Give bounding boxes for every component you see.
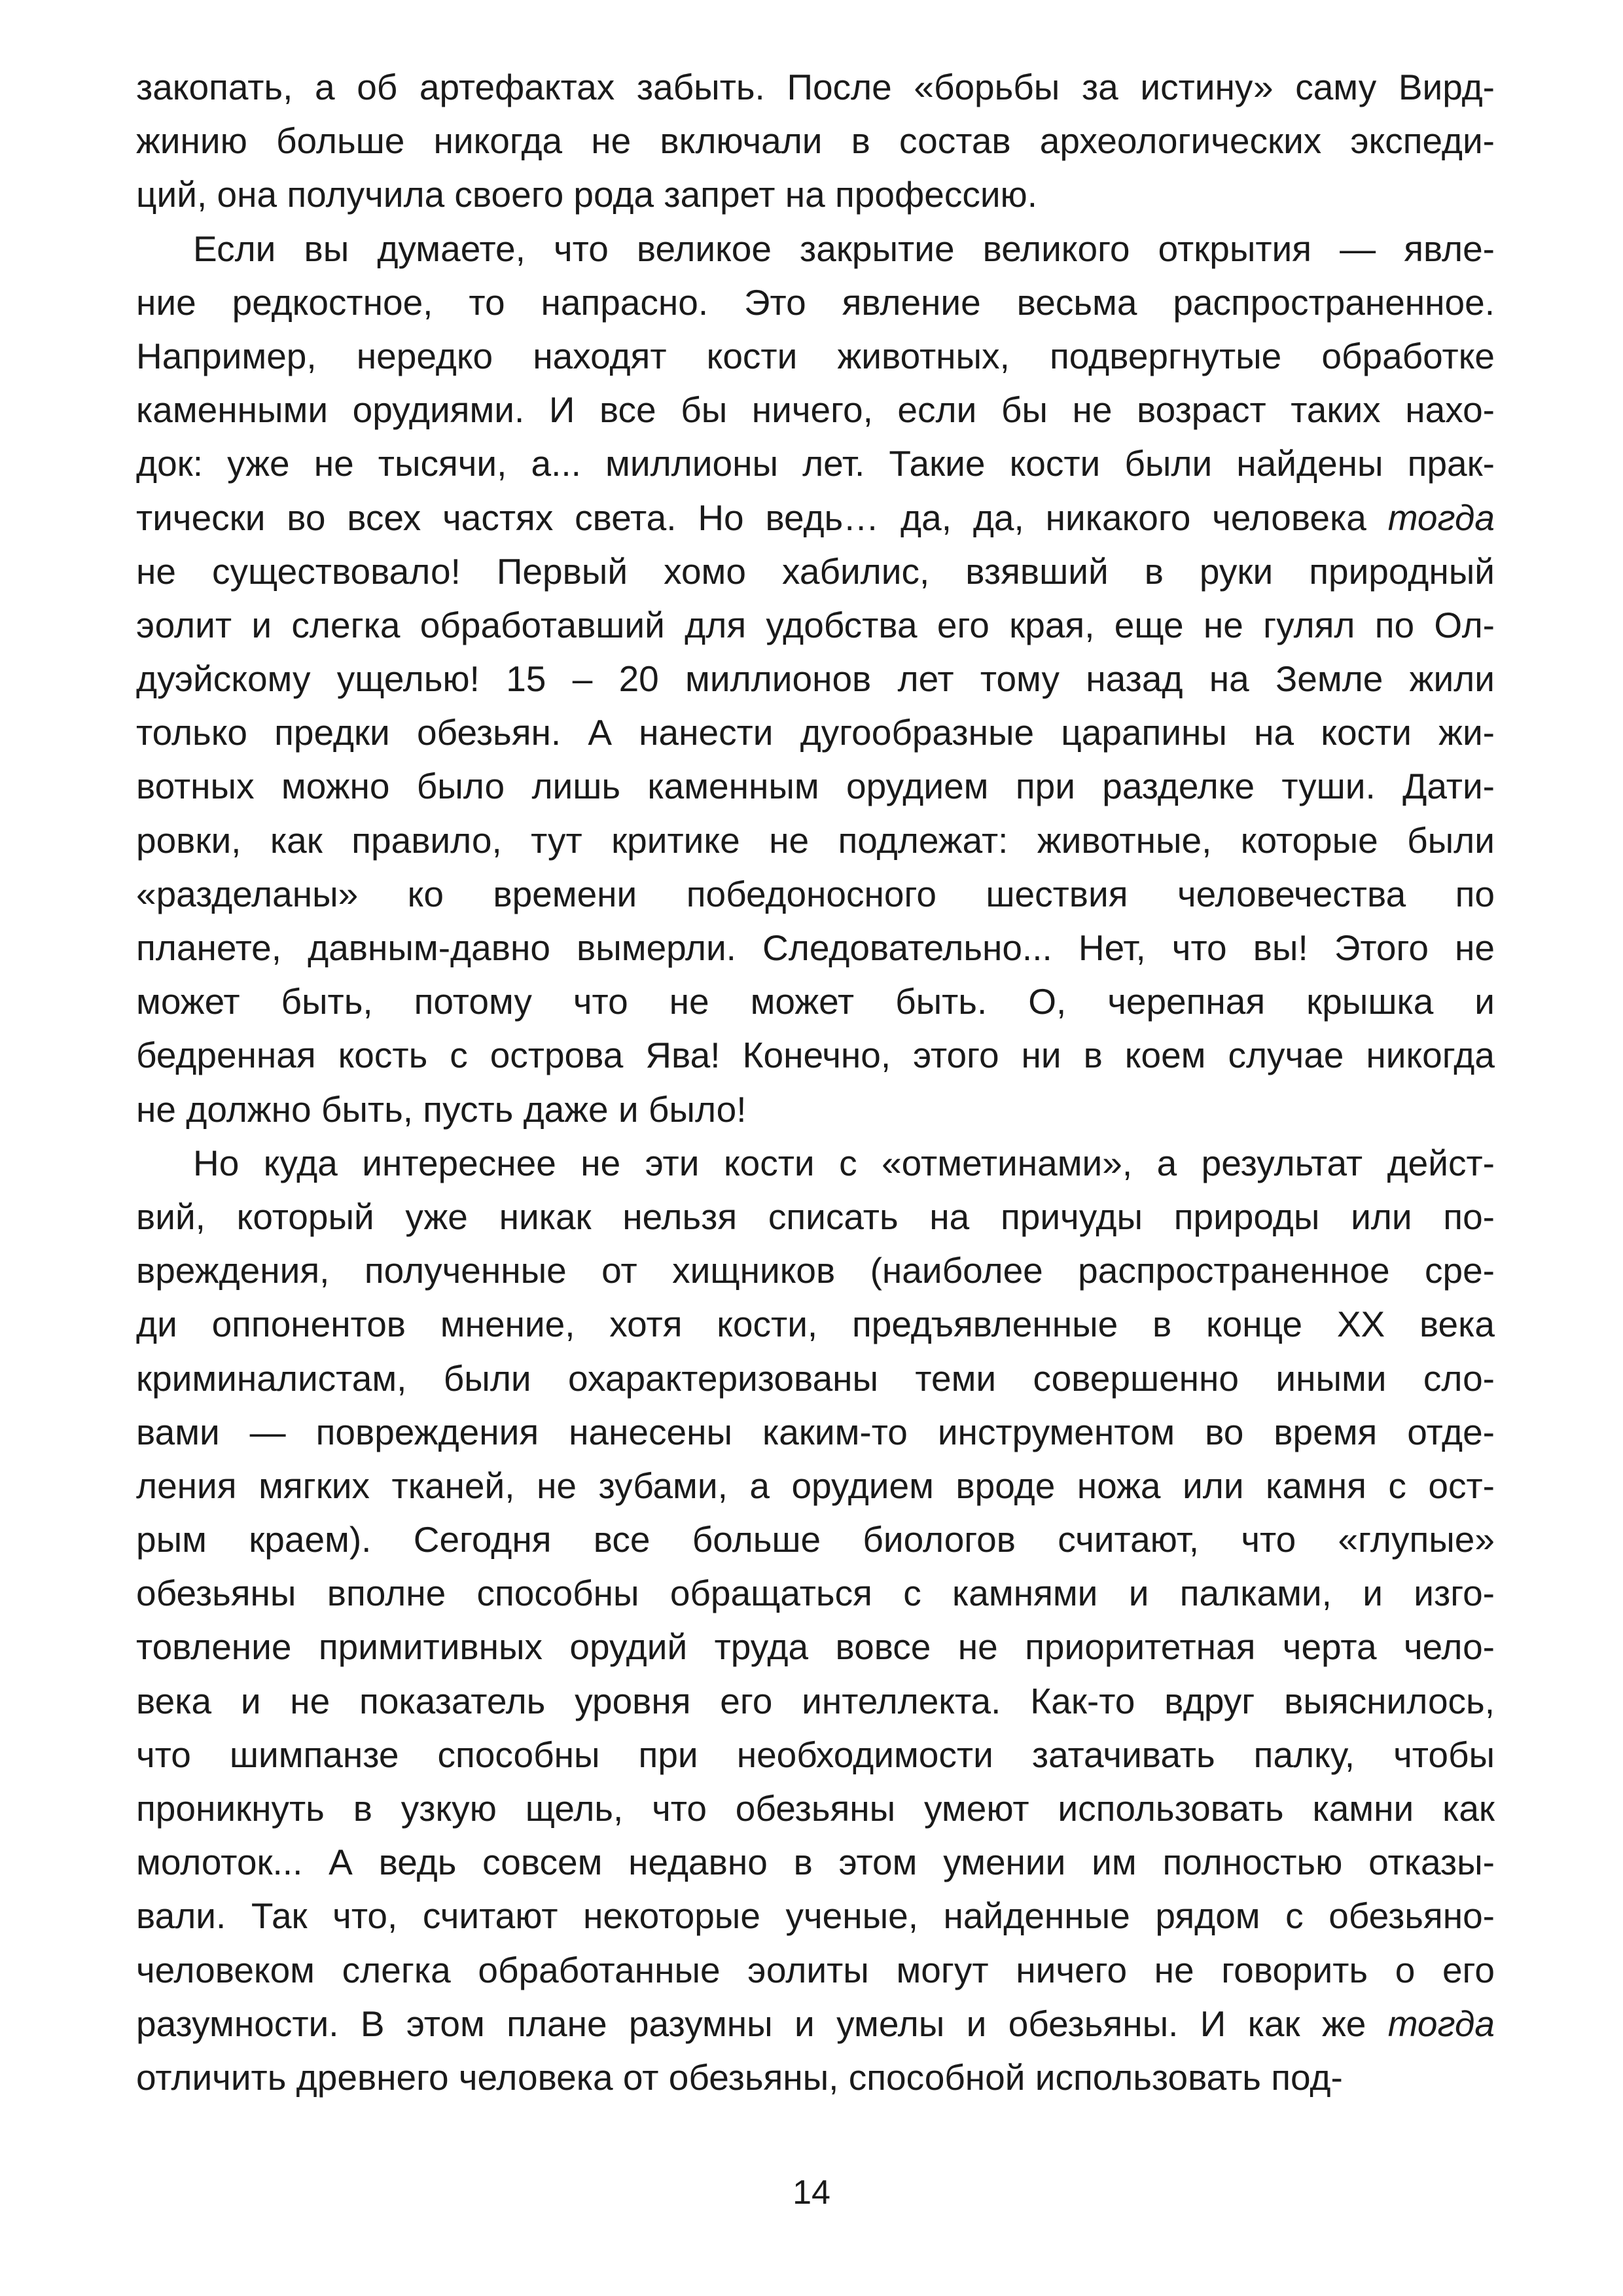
text-line: закопать, а об артефактах забыть. После «борьбы за истину» саму Вирд- (136, 67, 1495, 107)
text-line: криминалистам, были охарактеризованы теми совершенно иными сло- (136, 1357, 1495, 1399)
text-line: Если вы думаете, что великое закрытие великого открытия — явле- (193, 228, 1495, 269)
text-line: молоток... А ведь совсем недавно в этом умении им полностью отказы- (136, 1842, 1495, 1883)
italic-emphasis: тогда (1387, 2003, 1495, 2044)
text-line: может быть, потому что не может быть. О, черепная крышка и (136, 981, 1495, 1022)
paragraph-3 (136, 1136, 1495, 2104)
text-line: только предки обезьян. А нанести дугообразные царапины на кости жи- (136, 712, 1495, 753)
page-number: 14 (793, 2174, 830, 2212)
text-line: Например, нередко находят кости животных, подвергнутые обработке (136, 335, 1495, 376)
text-line: бедренная кость с острова Ява! Конечно, этого ни в коем случае никогда (136, 1035, 1495, 1076)
page-body (136, 60, 1495, 2104)
text-line: разумности. В этом плане разумны и умелы и обезьяны. И как же тогда (136, 2003, 1495, 2044)
text-line: жинию больше никогда не включали в состав археологических экспеди- (136, 120, 1495, 162)
text-line: вотных можно было лишь каменным орудием при разделке туши. Дати- (136, 766, 1495, 807)
text-line: века и не показатель уровня его интеллекта. Как-то вдруг выяснилось, (136, 1680, 1495, 1721)
paragraph-1 (136, 60, 1495, 222)
text-line: не должно быть, пусть даже и было! (136, 1088, 747, 1130)
text-line: ций, она получила своего рода запрет на профессию. (136, 174, 1038, 215)
text-line: планете, давным-давно вымерли. Следовательно... Нет, что вы! Этого не (136, 927, 1495, 968)
text-line: рым краем). Сегодня все больше биологов считают, что «глупые» (136, 1519, 1495, 1560)
text-line: тически во всех частях света. Но ведь… да, да, никакого человека тогда (136, 497, 1495, 538)
paragraph-2 (136, 222, 1495, 1136)
text-line: «разделаны» ко времени победоносного шествия человечества по (136, 873, 1495, 914)
text-line: проникнуть в узкую щель, что обезьяны умеют использовать камни как (136, 1788, 1495, 1829)
text-line: обезьяны вполне способны обращаться с камнями и палками, и изго- (136, 1573, 1495, 1614)
text-line: товление примитивных орудий труда вовсе не приоритетная черта чело- (136, 1626, 1495, 1668)
text-line: не существовало! Первый хомо хабилис, взявший в руки природный (136, 550, 1495, 592)
text-line: эолит и слегка обработавший для удобства его края, еще не гулял по Ол- (136, 604, 1495, 645)
text-line: ровки, как правило, тут критике не подлежат: животные, которые были (136, 819, 1495, 861)
text-line: вреждения, полученные от хищников (наиболее распространенное сре- (136, 1250, 1495, 1291)
text-line: ления мягких тканей, не зубами, а орудием вроде ножа или камня с ост- (136, 1465, 1495, 1506)
text-line: отличить древнего человека от обезьяны, способной использовать под- (136, 2056, 1343, 2098)
text-line: док: уже не тысячи, а... миллионы лет. Такие кости были найдены прак- (136, 443, 1495, 484)
text-line: ди оппонентов мнение, хотя кости, предъявленные в конце XX века (136, 1304, 1495, 1345)
text-line: что шимпанзе способны при необходимости затачивать палку, чтобы (136, 1734, 1495, 1775)
text-line: ние редкостное, то напрасно. Это явление весьма распространенное. (136, 281, 1495, 323)
text-line: Но куда интереснее не эти кости с «отметинами», а результат дейст- (193, 1142, 1495, 1183)
text-line: дуэйскому ущелью! 15 – 20 миллионов лет тому назад на Земле жили (136, 658, 1495, 700)
text-line: человеком слегка обработанные эолиты могут ничего не говорить о его (136, 1949, 1495, 1990)
text-line: вий, который уже никак нельзя списать на причуды природы или по- (136, 1196, 1495, 1237)
text-line: каменными орудиями. И все бы ничего, если бы не возраст таких нахо- (136, 389, 1495, 431)
text-line: вали. Так что, считают некоторые ученые, найденные рядом с обезьяно- (136, 1895, 1495, 1937)
text-line: вами — повреждения нанесены каким-то инструментом во время отде- (136, 1411, 1495, 1452)
italic-emphasis: тогда (1387, 497, 1495, 538)
